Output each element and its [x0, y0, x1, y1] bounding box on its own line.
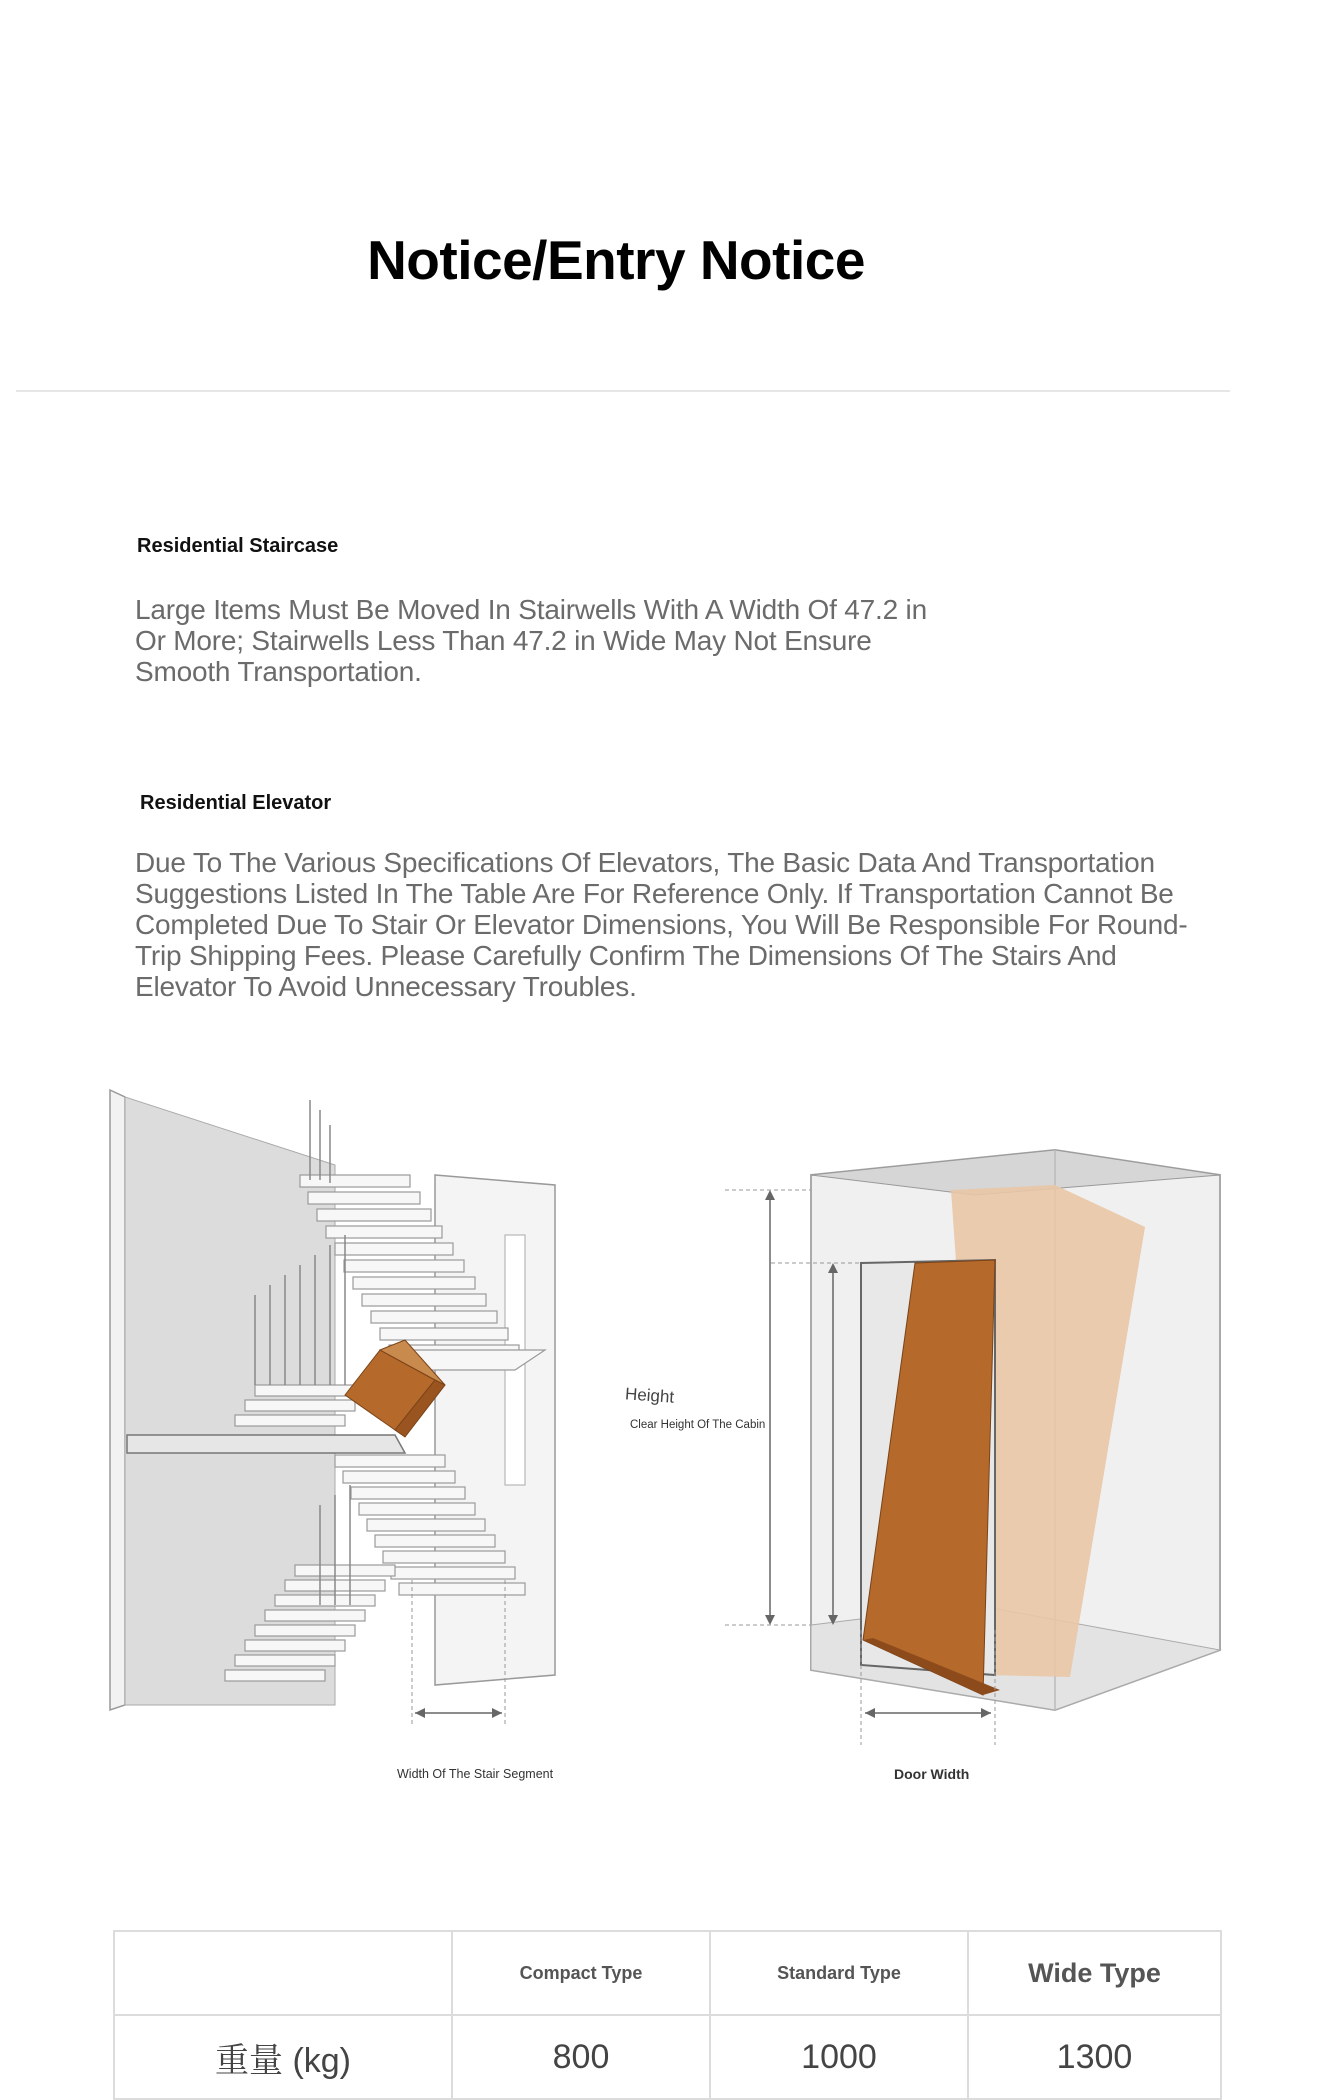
table-header-row [114, 1931, 1221, 2015]
table-header-compact: Compact Type [452, 1931, 710, 2015]
staircase-illustration [105, 1085, 565, 1725]
table-cell-compact: 800 [452, 2015, 710, 2099]
table-header-empty [114, 1931, 452, 2015]
cabin-height-caption: Clear Height Of The Cabin [630, 1419, 766, 1431]
table-cell-label: 重量 (kg) [114, 2015, 452, 2099]
spec-table [113, 1930, 1222, 2100]
page-title: Notice/Entry Notice [367, 229, 865, 291]
staircase-text: Large Items Must Be Moved In Stairwells With A Width Of 47.2 in Or More; Stairwells Less Than 47.2 in Wide May Not Ensure Smooth Transportation. [135, 594, 927, 687]
table-header-standard: Standard Type [710, 1931, 968, 2015]
stair-width-caption: Width Of The Stair Segment [397, 1767, 554, 1781]
height-label: Height [624, 1384, 675, 1407]
elevator-illustration [725, 1135, 1225, 1755]
table-header-wide: Wide Type [968, 1931, 1221, 2015]
section-label-staircase: Residential Staircase [137, 535, 339, 557]
door-width-caption: Door Width [894, 1766, 970, 1782]
table-cell-standard: 1000 [710, 2015, 968, 2099]
table-cell-wide: 1300 [968, 2015, 1221, 2099]
elevator-text: Due To The Various Specifications Of Elevators, The Basic Data And Transportation Suggestions Listed In The Table Are For Reference Only. If Transportation Cannot Be Completed Due To Stair Or Elevator Dimensions, You Will Be Responsible For Round-Trip Shipping Fees. Please Carefully Confirm The Dimensions Of The Stairs And Elevator To Avoid Unnecessary Troubles. [135, 847, 1188, 1002]
divider [16, 390, 1230, 392]
table-row [114, 2015, 1221, 2099]
section-label-elevator: Residential Elevator [140, 792, 332, 814]
